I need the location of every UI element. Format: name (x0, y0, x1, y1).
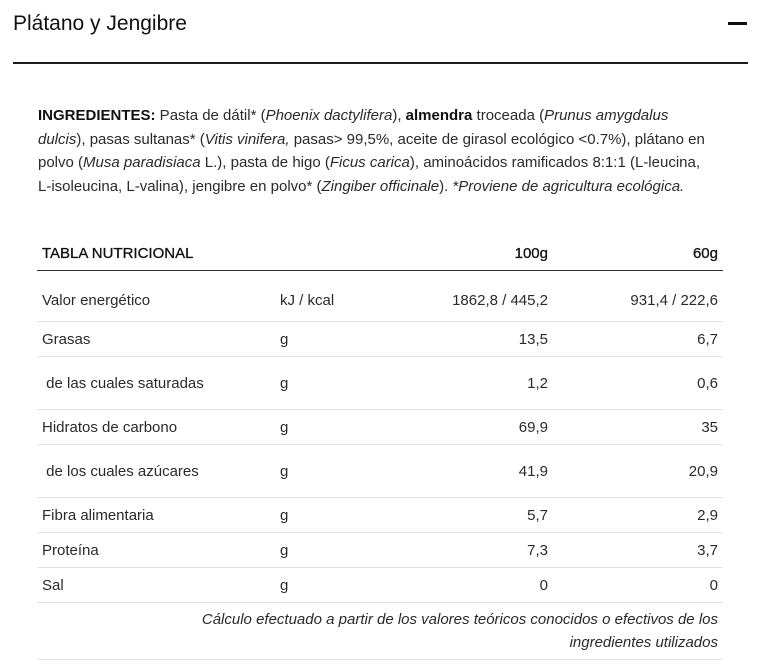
ingredients-segment: Musa paradisiaca (83, 154, 201, 171)
footnote-row (37, 603, 723, 660)
nutrient-unit: g (257, 568, 385, 603)
value-per-100g: 1862,8 / 445,2 (385, 271, 553, 322)
nutrient-name: Valor energético (37, 271, 257, 322)
ingredients-segment: Phoenix dactylifera (265, 107, 393, 124)
ingredients-segment: Vitis vinifera, (204, 130, 290, 148)
nutrient-name: de los cuales azúcares (37, 445, 257, 498)
nutrient-name: de las cuales saturadas (37, 357, 257, 410)
value-per-60g: 20,9 (553, 445, 723, 498)
nutrition-table (37, 236, 723, 660)
table-row (37, 271, 723, 322)
nutrient-name: Hidratos de carbono (37, 410, 257, 445)
value-per-60g: 6,7 (553, 322, 723, 357)
value-per-60g: 35 (553, 410, 723, 445)
ingredients-segment: ). (439, 177, 453, 195)
nutrient-unit: kJ / kcal (257, 271, 385, 322)
nutrient-unit: g (257, 533, 385, 568)
nutrient-name: Grasas (37, 322, 257, 357)
header-per-100g: 100g (385, 236, 553, 271)
ingredients-segment: ), aminoácidos ramificados 8:1:1 (L-leucina, L-isoleucina, L-valina), jengibre en polvo* ( (38, 154, 701, 195)
nutrient-unit: g (257, 445, 385, 498)
value-per-60g: 2,9 (553, 498, 723, 533)
table-row (37, 410, 723, 445)
header-per-60g: 60g (553, 236, 723, 271)
nutrient-name: Fibra alimentaria (37, 498, 257, 533)
ingredients-segment: pasas> 99,5%, aceite de girasol ecológico <0.7%), plátano en polvo ( (38, 130, 705, 171)
accordion-header[interactable] (13, 0, 748, 64)
ingredients-segment: Pasta de dátil* ( (155, 107, 266, 124)
ingredients-segment: ), pasas sultanas* ( (76, 130, 205, 148)
value-per-60g: 0,6 (553, 357, 723, 410)
value-per-100g: 13,5 (385, 322, 553, 357)
value-per-100g: 1,2 (385, 357, 553, 410)
nutrition-header-row (37, 236, 723, 271)
ingredients-paragraph (38, 104, 710, 198)
ingredients-segment: *Proviene de agricultura ecológica. (452, 177, 685, 195)
table-row (37, 357, 723, 410)
ingredients-segment: Zingiber officinale (321, 177, 440, 195)
value-per-100g: 5,7 (385, 498, 553, 533)
value-per-60g: 0 (553, 568, 723, 603)
nutrient-unit: g (257, 322, 385, 357)
ingredients-segment: Ficus carica (329, 154, 410, 171)
ingredients-segment: Prunus amygdalus dulcis (38, 107, 669, 148)
ingredients-segment: ), (392, 107, 406, 124)
ingredients-heading: INGREDIENTES: (38, 107, 156, 124)
nutrient-name: Sal (37, 568, 257, 603)
table-row (37, 322, 723, 357)
value-per-60g: 931,4 / 222,6 (553, 271, 723, 322)
nutrition-table-title: TABLA NUTRICIONAL (37, 236, 385, 271)
table-row (37, 533, 723, 568)
table-row (37, 445, 723, 498)
nutrient-name: Proteína (37, 533, 257, 568)
ingredients-segment: L.), pasta de higo ( (200, 154, 330, 171)
value-per-100g: 7,3 (385, 533, 553, 568)
ingredients-segment: troceada ( (472, 107, 545, 124)
table-row (37, 498, 723, 533)
nutrient-unit: g (257, 357, 385, 410)
accordion-title: Plátano y Jengibre (13, 12, 187, 35)
nutrition-footnote: Cálculo efectuado a partir de los valores teóricos conocidos o efectivos de los ingredientes utilizados (201, 611, 718, 651)
table-row (37, 568, 723, 603)
value-per-100g: 41,9 (385, 445, 553, 498)
ingredients-segment: almendra (405, 107, 473, 124)
nutrition-rows (37, 271, 723, 660)
value-per-100g: 0 (385, 568, 553, 603)
nutrient-unit: g (257, 498, 385, 533)
value-per-100g: 69,9 (385, 410, 553, 445)
nutrient-unit: g (257, 410, 385, 445)
value-per-60g: 3,7 (553, 533, 723, 568)
minus-icon[interactable] (728, 13, 747, 35)
